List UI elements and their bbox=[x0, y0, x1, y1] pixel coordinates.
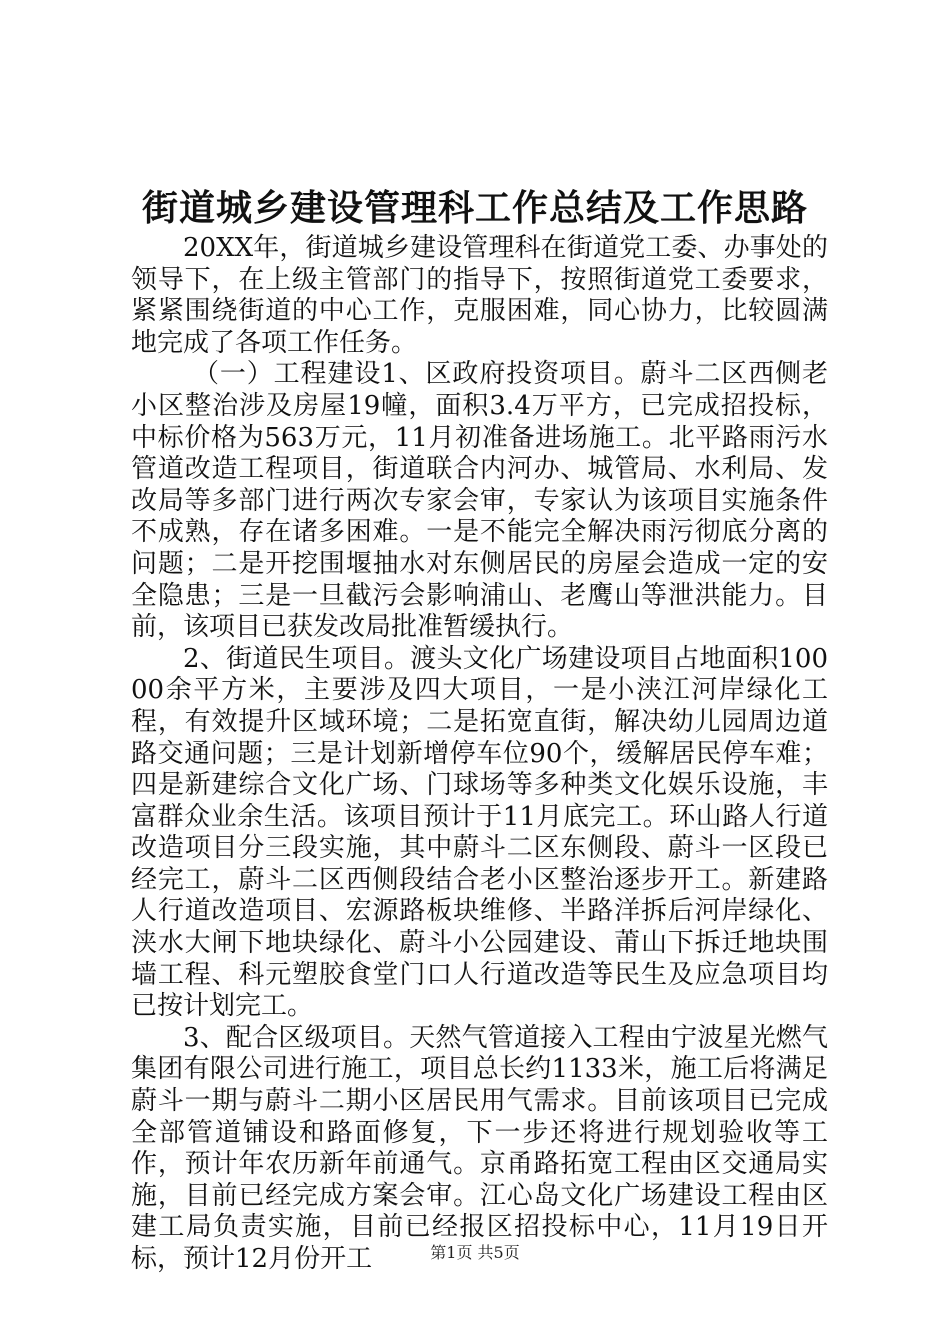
paragraph-livelihood: 2、街道民生项目。渡头文化广场建设项目占地面积10000余平方米，主要涉及四大项目，一是小浃江河岸绿化工程，有效提升区域环境；二是拓宽直街，解决幼儿园周边道路交通问题；三是计划新增停车位90个，缓解居民停车难；四是新建综合文化广场、门球场等多种类文化娱乐设施，丰富群众业余生活。该项目预计于11月底完工。环山路人行道改造项目分三段实施，其中蔚斗二区东侧段、蔚斗一区段已经完工，蔚斗二区西侧段结合老小区整治逐步开工。新建路人行道改造项目、宏源路板块维修、半路洋拆后河岸绿化、浃水大闸下地块绿化、蔚斗小公园建设、莆山下拆迁地块围墙工程、科元塑胶食堂门口人行道改造等民生及应急项目均已按计划完工。 bbox=[131, 643, 828, 1022]
paragraph-engineering: （一）工程建设1、区政府投资项目。蔚斗二区西侧老小区整治涉及房屋19幢，面积3.4万平方，已完成招投标，中标价格为563万元，11月初准备进场施工。北平路雨污水管道改造工程项目，街道联合内河办、城管局、水利局、发改局等多部门进行两次专家会审，专家认为该项目实施条件不成熟，存在诸多困难。一是不能完全解决雨污彻底分离的问题；二是开挖围堰抽水对东侧居民的房屋会造成一定的安全隐患；三是一旦截污会影响浦山、老鹰山等泄洪能力。目前，该项目已获发改局批准暂缓执行。 bbox=[131, 359, 828, 643]
page-footer: 第1页 共5页 bbox=[430, 1243, 520, 1262]
document-body bbox=[131, 233, 828, 1276]
document-title: 街道城乡建设管理科工作总结及工作思路 bbox=[141, 187, 808, 229]
paragraph-district-projects: 3、配合区级项目。天然气管道接入工程由宁波星光燃气集团有限公司进行施工，项目总长约1133米，施工后将满足蔚斗一期与蔚斗二期小区居民用气需求。目前该项目已完成全部管道铺设和路面修复，下一步还将进行规划验收等工作，预计年农历新年前通气。京甬路拓宽工程由区交通局实施，目前已经完成方案会审。江心岛文化广场建设工程由区建工局负责实施，目前已经报区招投标中心，11月19日开标，预计12月份开工 bbox=[131, 1022, 828, 1274]
paragraph-intro: 20XX年，街道城乡建设管理科在街道党工委、办事处的领导下，在上级主管部门的指导下，按照街道党工委要求，紧紧围绕街道的中心工作，克服困难，同心协力，比较圆满地完成了各项工作任务。 bbox=[131, 233, 828, 358]
